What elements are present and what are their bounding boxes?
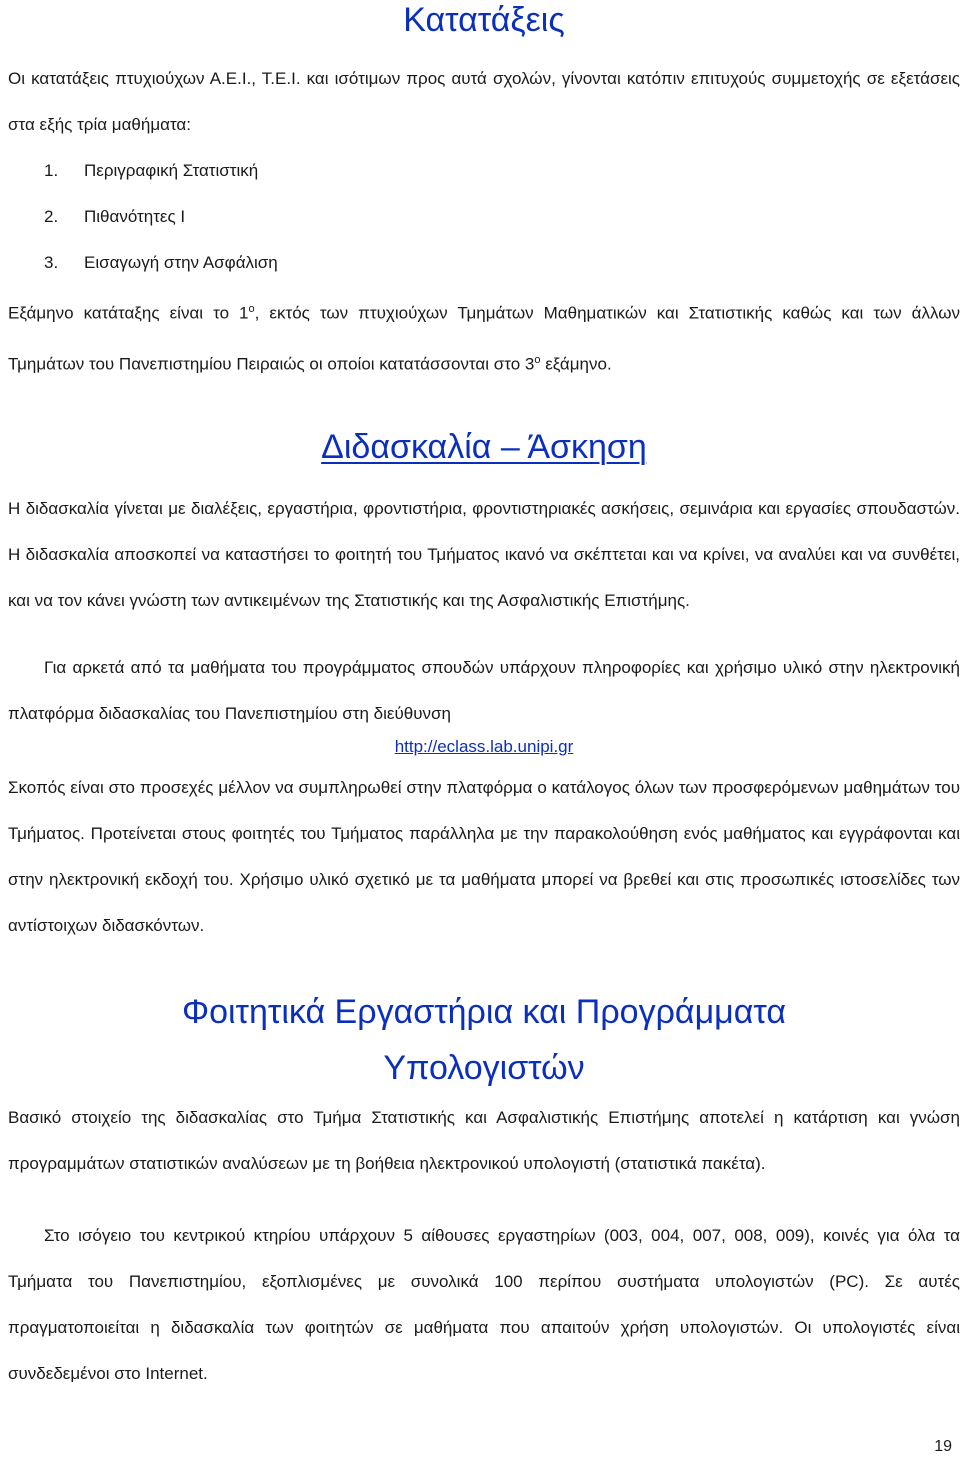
didaskalia-paragraph-3: Σκοπός είναι στο προσεχές μέλλον να συμπληρωθεί στην πλατφόρμα ο κατάλογος όλων των προσφερόμενων μαθημάτων του Τμήματος. Προτείνεται στους φοιτητές του Τμήματος παράλληλα με την παρακολούθηση ενός μαθήματος και εγγράφονται και στην ηλεκτρονική εκδοχή του. Χρήσιμο υλικό σχετικό με τα μαθήματα μπορεί να βρεθεί και στις προσωπικές ιστοσελίδες των αντίστοιχων διδασκόντων.	[8, 778, 960, 935]
katataxeis-intro: Οι κατατάξεις πτυχιούχων Α.Ε.Ι., Τ.Ε.Ι. και ισότιμων προς αυτά σχολών, γίνονται κατόπιν επιτυχούς συμμετοχής σε εξετάσεις στα εξής τρία μαθήματα:	[8, 69, 960, 134]
list-item-number: 1.	[44, 161, 59, 180]
list-item-text: Περιγραφική Στατιστική	[84, 161, 259, 180]
heading-didaskalia: Διδασκαλία – Άσκηση	[321, 428, 647, 466]
list-item	[8, 240, 278, 286]
semester-text-3: εξάμηνο.	[540, 354, 612, 374]
list-item-number: 3.	[44, 253, 59, 272]
didaskalia-paragraph-2: Για αρκετά από τα μαθήματα του προγράμματος σπουδών υπάρχουν πληροφορίες και χρήσιμο υλικό στην ηλεκτρονική πλατφόρμα διδασκαλίας του Πανεπιστημίου στη διεύθυνση	[8, 658, 960, 723]
semester-text-1: Εξάμηνο κατάταξης είναι το 1	[8, 303, 249, 323]
list-item	[8, 194, 278, 240]
semester-paragraph	[8, 286, 960, 387]
list-item	[8, 148, 278, 194]
ergastiria-paragraph-2: Στο ισόγειο του κεντρικού κτηρίου υπάρχουν 5 αίθουσες εργαστηρίων (003, 004, 007, 008, 009), κοινές για όλα τα Τμήματα του Πανεπιστημίου, εξοπλισμένες με συνολικά 100 περίπου συστήματα υπολογιστών (PC). Σε αυτές πραγματοποιείται η διδασκαλία των φοιτητών σε μαθήματα που απαιτούν χρήση υπολογιστών. Οι υπολογιστές είναι συνδεδεμένοι στο Internet.	[8, 1226, 960, 1383]
semester-text-2: , εκτός των πτυχιούχων Τμημάτων Μαθηματικών και Στατιστικής καθώς και των άλλων Τμημάτων του Πανεπιστημίου Πειραιώς οι οποίοι κατατάσσονται στο 3	[8, 303, 960, 374]
eclass-link-line	[8, 724, 960, 770]
superscript: ο	[534, 353, 541, 366]
eclass-link[interactable]: http://eclass.lab.unipi.gr	[394, 737, 574, 756]
list-item-number: 2.	[44, 207, 59, 226]
list-item-text: Εισαγωγή στην Ασφάλιση	[84, 253, 278, 272]
list-item-text: Πιθανότητες Ι	[84, 207, 186, 226]
exam-subjects-list	[8, 148, 278, 286]
page-number: 19	[934, 1438, 952, 1455]
didaskalia-paragraph-1: Η διδασκαλία γίνεται με διαλέξεις, εργαστήρια, φροντιστήρια, φροντιστηριακές ασκήσεις, σεμινάρια και εργασίες σπουδαστών. Η διδασκαλία αποσκοπεί να καταστήσει το φοιτητή του Τμήματος ικανό να σκέπτεται και να κρίνει, να αναλύει και να συνθέτει, και να τον κάνει γνώστη των αντικειμένων της Στατιστικής και της Ασφαλιστικής Επιστήμης.	[8, 499, 960, 610]
superscript: ο	[248, 303, 255, 315]
heading-katataxeis: Κατατάξεις	[403, 1, 565, 39]
ergastiria-paragraph-1: Βασικό στοιχείο της διδασκαλίας στο Τμήμα Στατιστικής και Ασφαλιστικής Επιστήμης αποτελεί η κατάρτιση και γνώση προγραμμάτων στατιστικών αναλύσεων με τη βοήθεια ηλεκτρονικού υπολογιστή (στατιστικά πακέτα).	[8, 1108, 960, 1173]
heading-ergastiria: Φοιτητικά Εργαστήρια και Προγράμματα Υπολογιστών	[181, 993, 787, 1087]
